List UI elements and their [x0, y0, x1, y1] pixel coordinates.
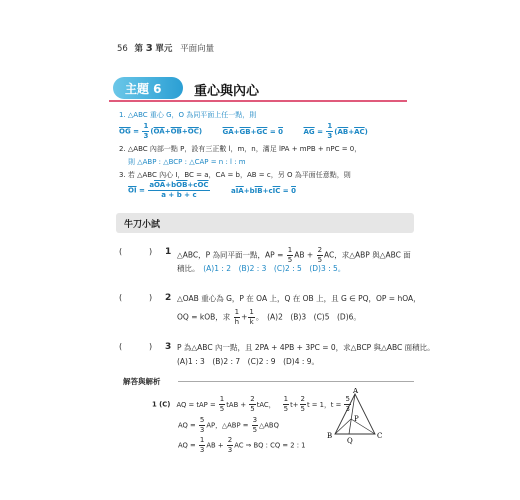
- section-header: [116, 213, 414, 233]
- answer-blank-close: ): [149, 293, 153, 302]
- summary-item-3-line1: 3. 若 △ABC 內心 I，BC = a，CA = b，AB = c，另 O 為平面任意點，則: [119, 171, 351, 179]
- answer-1-line3: AQ = $\frac{1}{3}$ AB + $\frac{2}{3}$ AC ⇒ BQ : CQ = 2 : 1: [178, 436, 306, 454]
- question-2-line2: OQ = kOB，求 $\frac{1}{h}$ + $\frac{1}{k}$ 。 (A)2 (B)3 (C)5 (D)6。: [177, 308, 361, 326]
- page-header: [117, 42, 214, 54]
- label-q: Q: [347, 437, 353, 445]
- unit-prefix: 第: [134, 44, 144, 54]
- summary-item-3-formulas: $\overline{OI}$ = $\frac{a\overline{OA}+b\overline{OB}+c\overline{OC}}{a + b + c}$ $a\overline{IA}+b\overline{IB}+c\overline{IC} = 0$: [128, 181, 296, 199]
- summary-item-2-line1: 2. △ABC 內部一點 P，設有三正數 l，m，n，滿足 lPA + mPB + nPC = 0，: [119, 145, 362, 153]
- answers-label: 解答與解析: [123, 377, 161, 386]
- unit-suffix: 單元: [155, 44, 173, 54]
- answer-blank-open: (: [119, 293, 123, 302]
- question-number: 1: [165, 247, 172, 257]
- title-rule: [109, 100, 407, 102]
- summary-item-1: 1. △ABC 重心 G，O 為同平面上任一點，則: [119, 111, 257, 119]
- question-1: [119, 246, 419, 273]
- question-3-options: (A)1 : 3 (B)2 : 7 (C)2 : 9 (D)4 : 9。: [177, 357, 320, 366]
- label-p: P: [354, 415, 359, 423]
- label-a: A: [353, 388, 359, 395]
- triangle-figure: [325, 388, 385, 446]
- summary-item-1-formulas: $\overline{OG}$ = $\frac{1}{3}$ $(\overline{OA}+\overline{OB}+\overline{OC}) \overline{GA}+\overline{GB}+\overline{GC} = 0$ $\overline{AG}$ = $\frac{1}{3}$ $(\overline{AB}+\overline{AC})$: [119, 122, 368, 140]
- topic-title: 重心與內心: [194, 84, 260, 99]
- summary-item-2-line2: 則 △ABP : △BCP : △CAP = n : l : m: [128, 158, 246, 166]
- label-c: C: [377, 432, 383, 440]
- label-b: B: [327, 432, 333, 440]
- question-2: [119, 293, 421, 326]
- segment-bp: [335, 419, 351, 434]
- answer-1-line2: AQ = $\frac{5}{3}$ AP，△ABP = $\frac{3}{5}$ △ABQ: [178, 416, 279, 434]
- topic-badge-label: 主題 6: [125, 82, 162, 96]
- answer-blank-open: (: [119, 247, 123, 256]
- question-3: [119, 342, 435, 366]
- answer-1-label: 1 (C): [152, 400, 171, 409]
- summary-block: [119, 110, 419, 210]
- topic-badge: [113, 77, 183, 99]
- question-1-options: 積比。 (A)1 : 2 (B)2 : 3 (C)2 : 5 (D)3 : 5。: [177, 264, 346, 273]
- answers-divider: [178, 381, 414, 382]
- question-3-text: P 為△ABC 內一點，且 2PA + 4PB + 3PC = 0，求△BCP 與△ABC 面積比。: [177, 343, 435, 352]
- page-number: 56: [117, 44, 128, 54]
- section-title: 牛刀小試: [124, 220, 161, 230]
- question-1-text: △ABC，P 為同平面一點，AP = $\frac{1}{5}$ AB + $\frac{2}{5}$ AC，求△ABP 與△ABC 面: [177, 246, 411, 264]
- question-2-text: △OAB 重心為 G，P 在 OA 上，Q 在 OB 上，且 G ∈ PQ，OP = hOA，: [177, 294, 421, 303]
- question-number: 3: [165, 342, 172, 352]
- unit-number: 3: [145, 43, 153, 54]
- answer-blank-close: ): [149, 342, 153, 351]
- answer-1: 1 (C) AQ = tAP = $\frac{1}{5}$ tAB + $\frac{2}{5}$ tAC， $\frac{1}{5}$ t+ $\frac{2}{5}$ t = 1，t = $\frac{5}{3}$: [152, 395, 350, 413]
- answer-blank-close: ): [149, 247, 153, 256]
- question-number: 2: [165, 293, 172, 303]
- chapter-title: 平面向量: [180, 44, 215, 54]
- answer-blank-open: (: [119, 342, 123, 351]
